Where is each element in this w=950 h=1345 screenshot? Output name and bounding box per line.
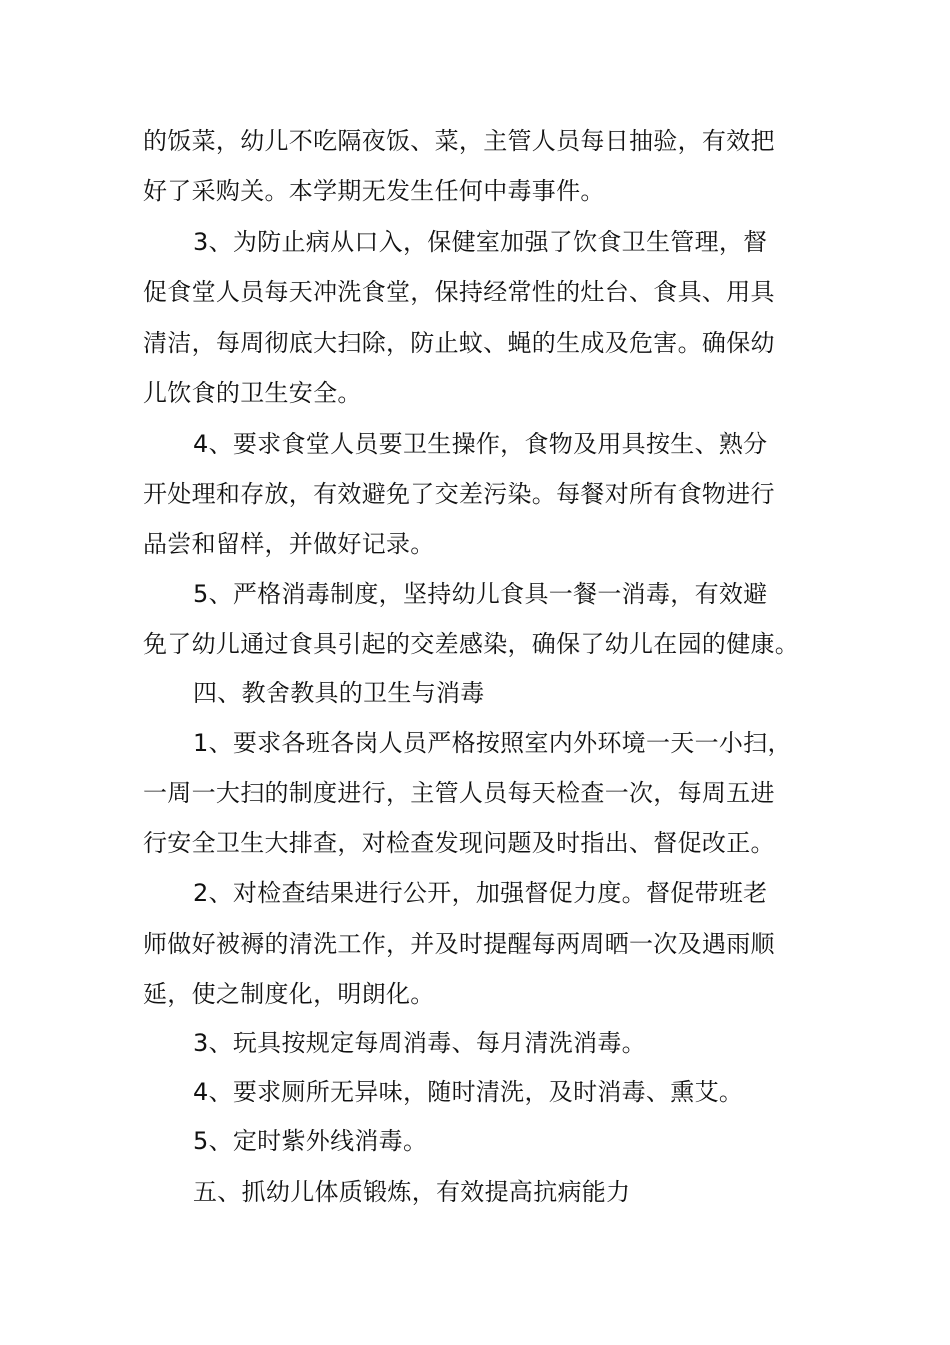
text-line: 2、对检查结果进行公开，加强督促力度。督促带班老 [193,879,768,907]
text-line: 免了幼儿通过食具引起的交差感染，确保了幼儿在园的健康。 [143,630,800,658]
text-line: 品尝和留样，并做好记录。 [143,530,435,558]
text-line: 好了采购关。本学期无发生任何中毒事件。 [143,177,605,205]
text-line: 3、玩具按规定每周消毒、每月清洗消毒。 [193,1029,646,1057]
text-line: 4、要求食堂人员要卫生操作，食物及用具按生、熟分 [193,430,768,458]
text-line: 3、为防止病从口入，保健室加强了饮食卫生管理，督 [193,228,768,256]
text-line: 延，使之制度化，明朗化。 [143,980,435,1008]
text-line: 师做好被褥的清洗工作，并及时提醒每两周晒一次及遇雨顺 [143,930,775,958]
text-line: 清洁，每周彻底大扫除，防止蚊、蝇的生成及危害。确保幼 [143,329,775,357]
text-line: 4、要求厕所无异味，随时清洗，及时消毒、熏艾。 [193,1078,744,1106]
text-line: 5、严格消毒制度，坚持幼儿食具一餐一消毒，有效避 [193,580,768,608]
section-heading: 五、抓幼儿体质锻炼，有效提高抗病能力 [193,1178,631,1206]
text-line: 1、要求各班各岗人员严格按照室内外环境一天一小扫， [193,729,792,757]
text-line: 儿饮食的卫生安全。 [143,379,362,407]
section-heading: 四、教舍教具的卫生与消毒 [193,679,485,707]
text-line: 一周一大扫的制度进行，主管人员每天检查一次，每周五进 [143,779,775,807]
text-line: 开处理和存放，有效避免了交差污染。每餐对所有食物进行 [143,480,775,508]
text-line: 行安全卫生大排查，对检查发现问题及时指出、督促改正。 [143,829,775,857]
text-line: 促食堂人员每天冲洗食堂，保持经常性的灶台、食具、用具 [143,278,775,306]
text-line: 的饭菜，幼儿不吃隔夜饭、菜，主管人员每日抽验，有效把 [143,127,775,155]
text-line: 5、定时紫外线消毒。 [193,1127,428,1155]
